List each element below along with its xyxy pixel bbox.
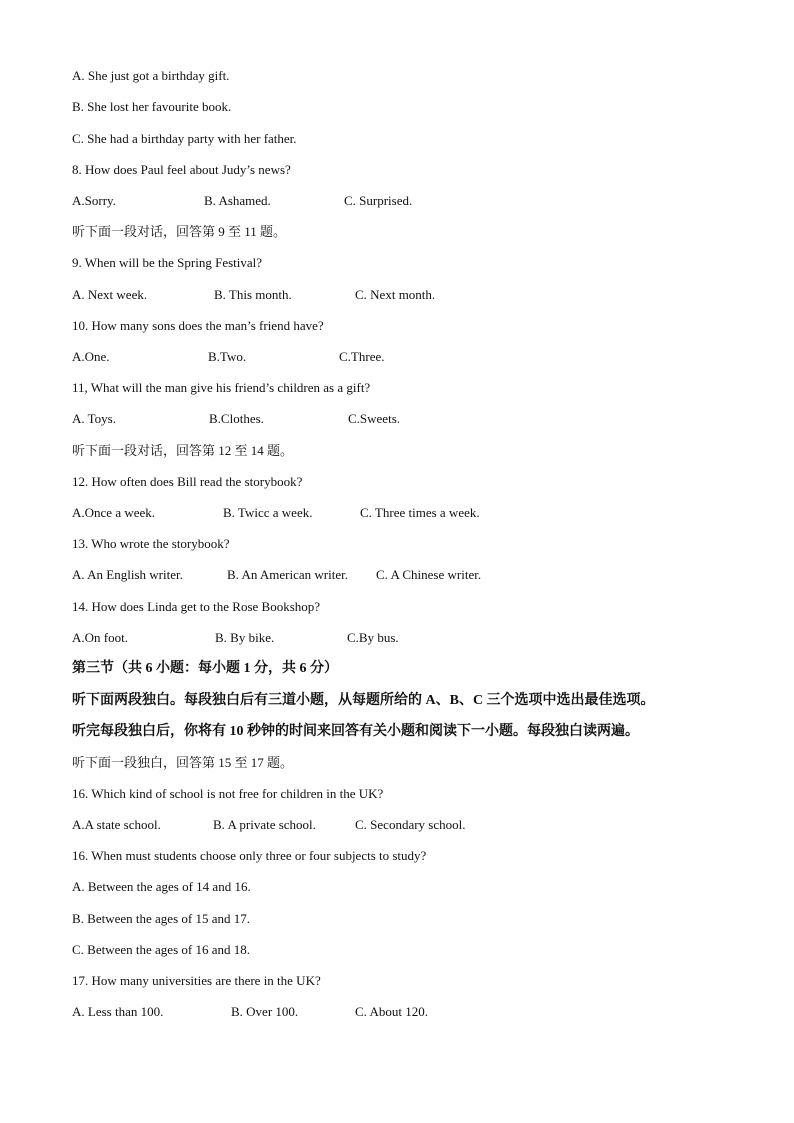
- question-9-options: [72, 284, 572, 306]
- option-c: C. A Chinese writer.: [376, 567, 482, 582]
- question-13-options: [72, 564, 572, 586]
- option-c: C. About 120.: [355, 1004, 428, 1019]
- option-line: C. Between the ages of 16 and 18.: [72, 942, 250, 957]
- instruction: 听下面一段对话，回答第 9 至 11 题。: [72, 224, 287, 239]
- instruction: 听下面一段独白，回答第 15 至 17 题。: [72, 755, 294, 770]
- option-line: A. She just got a birthday gift.: [72, 68, 230, 83]
- option-b: B. Twicc a week.: [223, 505, 313, 520]
- option-b: B. An American writer.: [227, 567, 348, 582]
- question-16b: 16. When must students choose only three or four subjects to study?: [72, 848, 427, 863]
- question-8: 8. How does Paul feel about Judy’s news?: [72, 162, 291, 177]
- question-11-options: [72, 408, 572, 430]
- question-13: 13. Who wrote the storybook?: [72, 536, 230, 551]
- option-a: A.One.: [72, 349, 110, 364]
- instruction: 听下面一段对话，回答第 12 至 14 题。: [72, 443, 294, 458]
- option-a: A.On foot.: [72, 630, 128, 645]
- option-b: B. Ashamed.: [204, 193, 271, 208]
- option-a: A. An English writer.: [72, 567, 183, 582]
- option-a: A.Once a week.: [72, 505, 156, 520]
- option-line: B. Between the ages of 15 and 17.: [72, 911, 250, 926]
- question-8-options: [72, 190, 572, 212]
- section-heading: 第三节（共 6 小题：每小题 1 分，共 6 分）: [72, 661, 338, 676]
- option-b: B. This month.: [214, 287, 292, 302]
- question-14: 14. How does Linda get to the Rose Bookshop?: [72, 599, 321, 614]
- option-b: B. Over 100.: [231, 1004, 299, 1019]
- option-c: C.Sweets.: [348, 411, 400, 426]
- option-c: C. Secondary school.: [355, 817, 466, 832]
- question-14-options: [72, 627, 572, 649]
- option-b: B. A private school.: [213, 817, 316, 832]
- option-b: B.Two.: [208, 349, 247, 364]
- option-b: B. By bike.: [215, 630, 275, 645]
- option-a: A. Next week.: [72, 287, 148, 302]
- question-16: 16. Which kind of school is not free for children in the UK?: [72, 786, 384, 801]
- question-17: 17. How many universities are there in the UK?: [72, 973, 321, 988]
- option-a: A.A state school.: [72, 817, 161, 832]
- option-c: C. Next month.: [355, 287, 436, 302]
- option-line: C. She had a birthday party with her father.: [72, 131, 297, 146]
- option-b: B.Clothes.: [209, 411, 264, 426]
- option-line: A. Between the ages of 14 and 16.: [72, 879, 251, 894]
- question-17-options: [72, 1001, 572, 1023]
- option-a: A. Toys.: [72, 411, 116, 426]
- question-10-options: [72, 346, 572, 368]
- question-10: 10. How many sons does the man’s friend have?: [72, 318, 324, 333]
- question-16-options: [72, 814, 572, 836]
- option-c: C.By bus.: [347, 630, 399, 645]
- option-c: C. Surprised.: [344, 193, 413, 208]
- question-11: 11, What will the man give his friend’s children as a gift?: [72, 380, 371, 395]
- section-directions: 听完每段独白后，你将有 10 秒钟的时间来回答有关小题和阅读下一小题。每段独白读两遍。: [72, 724, 639, 739]
- option-a: A.Sorry.: [72, 193, 116, 208]
- question-12-options: [72, 502, 572, 524]
- option-a: A. Less than 100.: [72, 1004, 164, 1019]
- question-9: 9. When will be the Spring Festival?: [72, 255, 263, 270]
- option-c: C. Three times a week.: [360, 505, 480, 520]
- section-directions: 听下面两段独白。每段独白后有三道小题，从每题所给的 A、B、C 三个选项中选出最佳选项。: [72, 693, 655, 708]
- option-c: C.Three.: [339, 349, 385, 364]
- question-12: 12. How often does Bill read the storybook?: [72, 474, 303, 489]
- option-line: B. She lost her favourite book.: [72, 99, 232, 114]
